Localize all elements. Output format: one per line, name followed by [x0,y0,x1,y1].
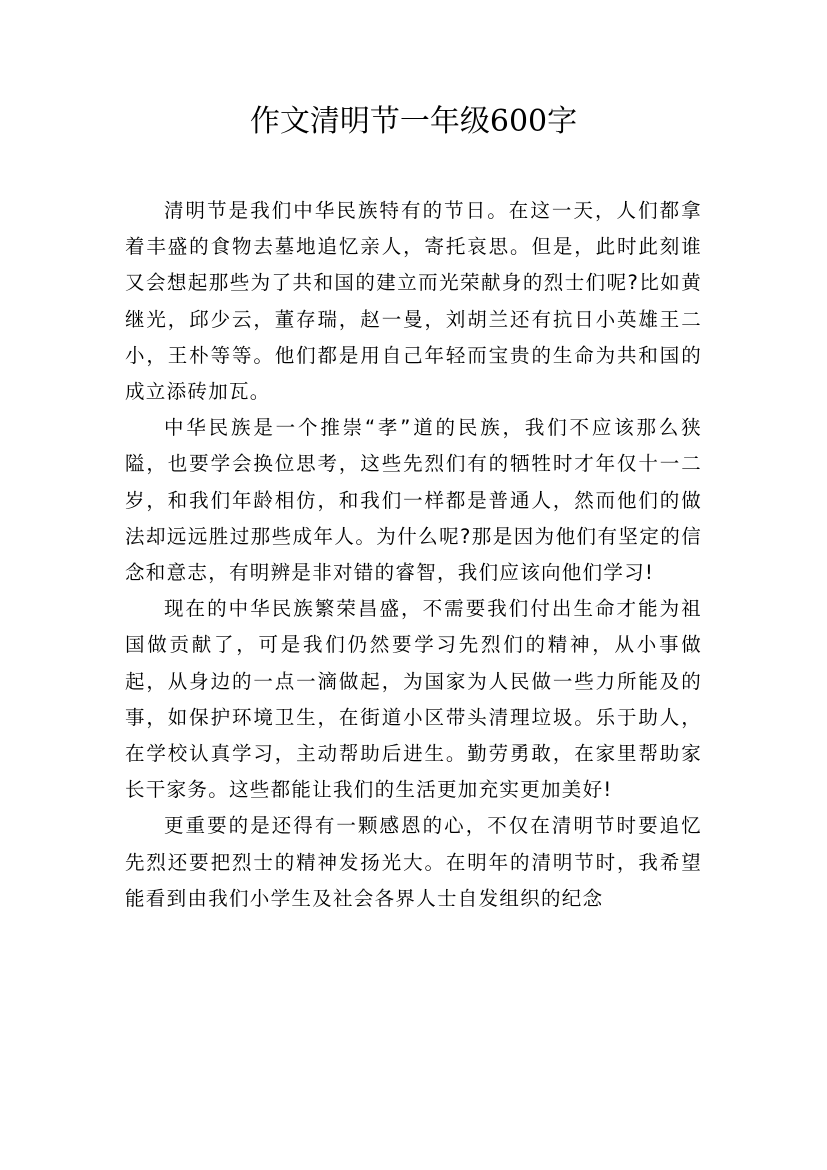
document-body [125,193,702,917]
paragraph-1: 清明节是我们中华民族特有的节日。在这一天，人们都拿着丰盛的食物去墓地追忆亲人，寄托哀思。但是，此时此刻谁又会想起那些为了共和国的建立而光荣献身的烈士们呢?比如黄继光，邱少云，董存瑞，赵一曼，刘胡兰还有抗日小英雄王二小，王朴等等。他们都是用自己年轻而宝贵的生命为共和国的成立添砖加瓦。 [125,199,702,404]
document-title: 作文清明节一年级600字 [249,104,578,139]
paragraph-2: 中华民族是一个推崇“孝”道的民族，我们不应该那么狭隘，也要学会换位思考，这些先烈们有的牺牲时才年仅十一二岁，和我们年龄相仿，和我们一样都是普通人，然而他们的做法却远远胜过那些成年人。为什么呢?那是因为他们有坚定的信念和意志，有明辨是非对错的睿智，我们应该向他们学习! [125,416,702,585]
paragraph-4: 更重要的是还得有一颗感恩的心，不仅在清明节时要追忆先烈还要把烈士的精神发扬光大。在明年的清明节时，我希望能看到由我们小学生及社会各界人士自发组织的纪念 [125,814,702,910]
paragraph-3: 现在的中华民族繁荣昌盛，不需要我们付出生命才能为祖国做贡献了，可是我们仍然要学习先烈们的精神，从小事做起，从身边的一点一滴做起，为国家为人民做一些力所能及的事，如保护环境卫生，在街道小区带头清理垃圾。乐于助人，在学校认真学习，主动帮助后进生。勤劳勇敢，在家里帮助家长干家务。这些都能让我们的生活更加充实更加美好! [125,597,702,802]
